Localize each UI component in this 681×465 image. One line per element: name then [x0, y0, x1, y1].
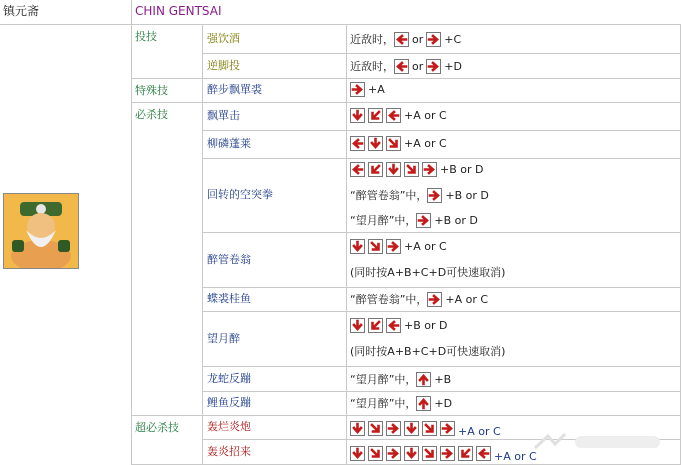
command-prefix: “醉管卷翁”中， — [350, 189, 428, 202]
command-buttons: +A or C — [494, 450, 537, 463]
command-line — [350, 162, 483, 177]
move-name: 强饮酒 — [207, 32, 240, 45]
column-divider — [131, 0, 132, 464]
up-arrow-icon — [416, 396, 431, 411]
row-divider — [202, 311, 681, 312]
down-arrow-icon — [404, 446, 419, 461]
right-arrow-icon — [416, 213, 431, 228]
down-right-arrow-icon — [422, 446, 437, 461]
down-left-arrow-icon — [368, 108, 383, 123]
column-divider — [346, 24, 347, 464]
down-arrow-icon — [368, 136, 383, 151]
command-prefix: “望月醉”中， — [350, 373, 417, 386]
down-arrow-icon — [350, 421, 365, 436]
move-name: 龙蛇反蹦 — [207, 372, 251, 385]
command-line — [350, 136, 447, 151]
header-divider — [0, 24, 681, 25]
command-buttons: +A or C — [458, 425, 501, 438]
left-arrow-icon — [476, 446, 491, 461]
command-buttons: +B or D — [440, 163, 484, 176]
right-arrow-icon — [386, 446, 401, 461]
command-line — [350, 444, 537, 463]
command-prefix: “望月醉”中， — [350, 397, 417, 410]
down-right-arrow-icon — [422, 421, 437, 436]
command-or: or — [412, 59, 424, 73]
move-name: 飘單击 — [207, 109, 240, 122]
command-line — [350, 187, 489, 203]
row-divider — [131, 102, 681, 103]
command-buttons: +B or D — [434, 213, 478, 227]
command-prefix: “醉管卷翁”中， — [350, 293, 428, 306]
command-line — [350, 291, 488, 307]
command-buttons: +B — [434, 372, 452, 386]
row-divider — [202, 366, 681, 367]
left-arrow-icon — [386, 318, 401, 333]
category-label: 必杀技 — [135, 108, 168, 121]
category-label: 特殊技 — [135, 84, 168, 97]
command-line — [350, 343, 505, 359]
command-buttons: +B or D — [404, 319, 448, 332]
row-divider — [202, 232, 681, 233]
row-divider — [202, 130, 681, 131]
right-arrow-icon — [422, 162, 437, 177]
row-divider — [202, 53, 681, 54]
up-arrow-icon — [416, 372, 431, 387]
right-arrow-icon — [427, 188, 442, 203]
left-arrow-icon — [350, 162, 365, 177]
right-arrow-icon — [427, 292, 442, 307]
row-divider — [131, 78, 681, 79]
right-arrow-icon — [440, 421, 455, 436]
column-divider — [202, 24, 203, 464]
command-buttons: +A or C — [404, 137, 447, 150]
command-line — [350, 212, 478, 228]
down-left-arrow-icon — [368, 162, 383, 177]
down-right-arrow-icon — [368, 446, 383, 461]
command-prefix: (同时按A+B+C+D可快速取消) — [350, 345, 506, 358]
row-divider — [202, 287, 681, 288]
command-prefix: “望月醉”中， — [350, 214, 417, 227]
right-arrow-icon — [386, 239, 401, 254]
row-divider — [202, 158, 681, 159]
right-arrow-icon — [350, 82, 365, 97]
move-name: 鲤鱼反蹦 — [207, 396, 251, 409]
left-arrow-icon — [394, 32, 409, 47]
command-buttons: +D — [434, 396, 453, 410]
down-arrow-icon — [386, 162, 401, 177]
command-line — [350, 82, 385, 97]
command-line — [350, 318, 447, 333]
row-divider — [131, 415, 681, 416]
left-arrow-icon — [394, 59, 409, 74]
row-divider — [202, 391, 681, 392]
category-label: 超必杀技 — [135, 421, 179, 434]
move-name: 逆脚投 — [207, 59, 240, 72]
command-line — [350, 419, 501, 438]
move-name: 轰烂炎炮 — [207, 420, 251, 433]
command-prefix: 近敌时， — [350, 33, 394, 46]
move-name: 望月醉 — [207, 332, 240, 345]
command-buttons: +A or C — [404, 240, 447, 253]
left-arrow-icon — [350, 136, 365, 151]
down-arrow-icon — [350, 318, 365, 333]
command-prefix: 近敌时， — [350, 60, 394, 73]
command-buttons: +A — [368, 83, 385, 96]
command-buttons: +A or C — [404, 109, 447, 122]
down-right-arrow-icon — [404, 162, 419, 177]
down-right-arrow-icon — [368, 421, 383, 436]
right-arrow-icon — [426, 59, 441, 74]
watermark-logo — [530, 428, 670, 458]
command-line — [350, 395, 452, 411]
category-label: 投技 — [135, 30, 157, 43]
command-prefix: (同时按A+B+C+D可快速取消) — [350, 266, 506, 279]
move-name: 醉步飘單裘 — [207, 83, 262, 96]
down-arrow-icon — [350, 108, 365, 123]
command-line — [350, 264, 505, 280]
left-arrow-icon — [386, 108, 401, 123]
command-buttons: +D — [444, 59, 462, 73]
command-buttons: +A or C — [445, 292, 489, 306]
right-arrow-icon — [426, 32, 441, 47]
command-line — [350, 239, 447, 254]
move-name: 柳磷蓬莱 — [207, 137, 251, 150]
chinese-name: 镇元斋 — [3, 4, 40, 18]
command-buttons: +C — [444, 32, 462, 46]
down-arrow-icon — [350, 446, 365, 461]
move-name: 回转的空突拳 — [207, 188, 273, 201]
down-right-arrow-icon — [386, 136, 401, 151]
chin-gentsai-portrait-icon — [3, 193, 79, 269]
move-name: 蝶裘桂鱼 — [207, 292, 251, 305]
move-name: 醉管卷翁 — [207, 253, 251, 266]
command-line — [350, 58, 462, 74]
command-or: or — [412, 32, 424, 46]
down-left-arrow-icon — [458, 446, 473, 461]
right-arrow-icon — [386, 421, 401, 436]
command-line — [350, 31, 461, 47]
command-buttons: +B or D — [445, 188, 489, 202]
english-name: CHIN GENTSAI — [135, 4, 222, 18]
right-arrow-icon — [440, 446, 455, 461]
down-arrow-icon — [350, 239, 365, 254]
down-right-arrow-icon — [368, 239, 383, 254]
command-line — [350, 371, 451, 387]
down-arrow-icon — [404, 421, 419, 436]
move-name: 轰炎招来 — [207, 445, 251, 458]
down-left-arrow-icon — [368, 318, 383, 333]
command-line — [350, 108, 447, 123]
